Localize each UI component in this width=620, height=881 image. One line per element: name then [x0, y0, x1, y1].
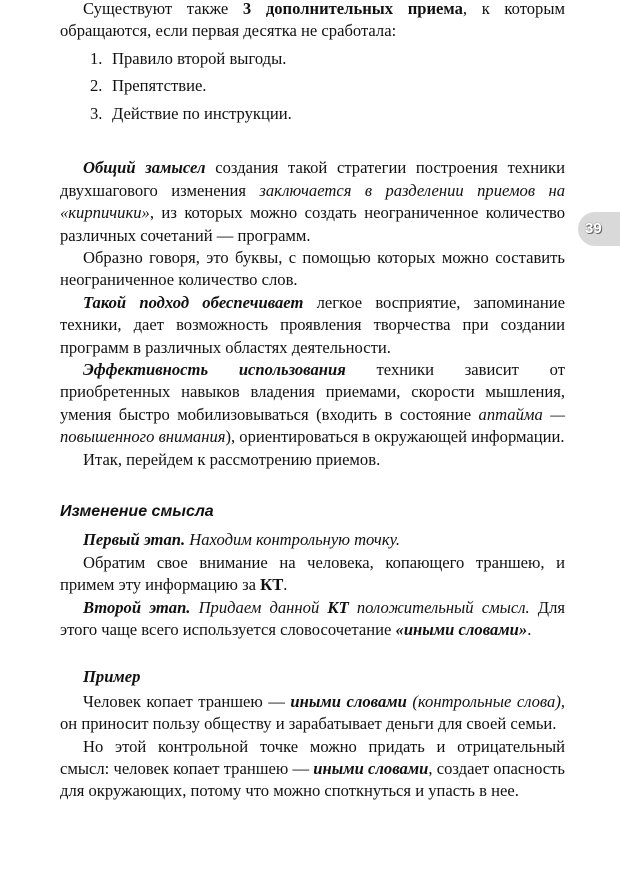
paragraph-approach: Такой подход обеспечивает легкое восприятие, запоминание техники, дает возможность проявления творчества при создании программ в различных областях деятельности.: [60, 292, 565, 357]
stage-two-paragraph: Второй этап. Придаем данной КТ положительный смысл. Для этого чаще всего используется словосочетание «иными словами».: [60, 597, 565, 640]
additional-techniques-list: [60, 45, 565, 128]
stage-one-heading: Первый этап. Находим контрольную точку.: [83, 530, 401, 550]
paragraph-letters: Образно говоря, это буквы, с помощью которых можно составить неограниченное количество слов.: [60, 247, 565, 290]
paragraph-example-positive: Человек копает траншею — иными словами (контрольные слова), он приносит пользу обществу и зарабатывает деньги для своей семьи.: [60, 691, 566, 734]
page-body: [60, 0, 565, 803]
list-item: 2. Препятствие.: [90, 76, 207, 96]
list-item: 3. Действие по инструкции.: [90, 103, 292, 123]
paragraph-stage-one: Обратим свое внимание на человека, копающего траншею, и примем эту информацию за КТ.: [60, 552, 565, 595]
section-title: Изменение смысла: [60, 503, 214, 520]
example-title: Пример: [83, 667, 141, 687]
list-item: 1. Правило второй выгоды.: [90, 48, 287, 68]
paragraph-transition: Итак, перейдем к рассмотрению приемов.: [83, 449, 381, 469]
paragraph-general-idea: Общий замысел создания такой стратегии построения техники двухшагового изменения заключается в разделении приемов на «кирпичики», из которых можно создать неограниченное количество различных сочетаний — программ.: [60, 158, 565, 245]
paragraph-example-negative: Но этой контрольной точке можно придать и отрицательный смысл: человек копает траншею — иными словами, создает опасность для окружающих, потому что можно споткнуться и упасть в нее.: [60, 736, 565, 801]
paragraph-effectiveness: Эффективность использования техники зависит от приобретенных навыков владения приемами, скорости мышления, умения быстро мобилизовываться (входить в состояние аптайма — повышенного внимания), ориентироваться в окружающей информации.: [60, 359, 566, 447]
intro-paragraph: Существуют также 3 дополнительных приема, к которым обращаются, если первая десятка не сработала:: [60, 0, 565, 41]
page-number: 39: [585, 220, 602, 237]
